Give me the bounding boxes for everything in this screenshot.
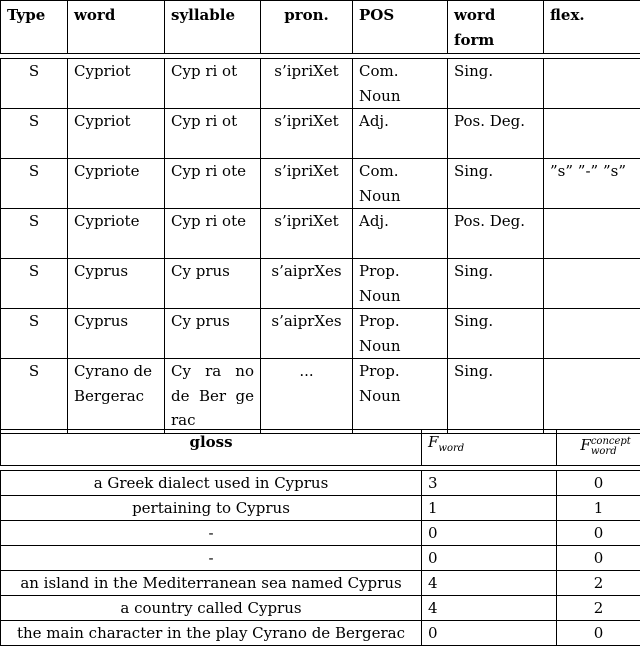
lexicon-cell-form: Sing. [448, 259, 544, 309]
lexicon-row [1, 209, 640, 259]
header-f-word: $F_{word}$ [422, 430, 557, 466]
header-syllable: syllable [165, 1, 261, 54]
gloss-cell-f-concept: 1 [557, 495, 640, 520]
lexicon-header-row [1, 1, 640, 54]
lexicon-cell-form: Pos. Deg. [448, 209, 544, 259]
lexicon-cell-type: S [1, 159, 68, 209]
lexicon-cell-pos: Prop. Noun [353, 359, 448, 434]
lexicon-cell-type: S [1, 209, 68, 259]
gloss-cell-gloss: the main character in the play Cyrano de Bergerac [1, 620, 422, 645]
lexicon-row [1, 309, 640, 359]
gloss-cell-gloss: - [1, 520, 422, 545]
lexicon-cell-flex: ”s” ”-” ”s” [544, 159, 640, 209]
lexicon-cell-word: Cypriote [68, 159, 165, 209]
gloss-cell-f-word: 0 [422, 520, 557, 545]
gloss-cell-f-word: 1 [422, 495, 557, 520]
lexicon-cell-type: S [1, 109, 68, 159]
gloss-cell-f-word: 4 [422, 570, 557, 595]
gloss-header-row [1, 430, 640, 466]
gloss-cell-gloss: a country called Cyprus [1, 595, 422, 620]
lexicon-cell-word: Cypriote [68, 209, 165, 259]
lexicon-cell-pos: Prop. Noun [353, 309, 448, 359]
lexicon-row [1, 59, 640, 109]
gloss-cell-f-word: 0 [422, 620, 557, 645]
lexicon-cell-pos: Adj. [353, 109, 448, 159]
gloss-cell-gloss: an island in the Mediterranean sea named Cyprus [1, 570, 422, 595]
header-gloss: gloss [1, 430, 422, 466]
gloss-row [1, 495, 640, 520]
header-f-concept: $F^{concept}_{word}$ [557, 430, 640, 466]
header-word-form: word form [448, 1, 544, 54]
lexicon-cell-form: Sing. [448, 359, 544, 434]
lexicon-cell-type: S [1, 59, 68, 109]
lexicon-cell-form: Sing. [448, 59, 544, 109]
lexicon-cell-flex [544, 59, 640, 109]
header-type: Type [1, 1, 68, 54]
lexicon-cell-pos: Com. Noun [353, 59, 448, 109]
lexicon-cell-syllable: Cy prus [165, 309, 261, 359]
lexicon-cell-pron: s’ipriXet [261, 209, 353, 259]
lexicon-cell-pos: Prop. Noun [353, 259, 448, 309]
lexicon-cell-pos: Adj. [353, 209, 448, 259]
lexicon-cell-flex [544, 359, 640, 434]
lexicon-row [1, 359, 640, 434]
gloss-cell-f-word: 0 [422, 545, 557, 570]
lexicon-cell-word: Cypriot [68, 109, 165, 159]
lexicon-cell-type: S [1, 359, 68, 434]
gloss-cell-f-concept: 2 [557, 595, 640, 620]
lexicon-cell-syllable: Cyp ri ot [165, 109, 261, 159]
header-pron: pron. [261, 1, 353, 54]
lexicon-cell-syllable: Cyp ri ote [165, 159, 261, 209]
gloss-cell-f-concept: 0 [557, 545, 640, 570]
lexicon-cell-flex [544, 209, 640, 259]
gloss-cell-f-word: 3 [422, 470, 557, 495]
gloss-table [0, 429, 640, 646]
lexicon-cell-form: Pos. Deg. [448, 109, 544, 159]
lexicon-cell-word: Cypriot [68, 59, 165, 109]
lexicon-cell-pron: s’aiprXes [261, 309, 353, 359]
gloss-row [1, 545, 640, 570]
lexicon-cell-form: Sing. [448, 159, 544, 209]
lexicon-cell-type: S [1, 309, 68, 359]
lexicon-cell-syllable: Cyp ri ot [165, 59, 261, 109]
lexicon-cell-pron: s’ipriXet [261, 159, 353, 209]
lexicon-cell-syllable: Cyp ri ote [165, 209, 261, 259]
lexicon-cell-flex [544, 109, 640, 159]
gloss-row [1, 570, 640, 595]
gloss-cell-f-concept: 2 [557, 570, 640, 595]
gloss-row [1, 520, 640, 545]
gloss-row [1, 620, 640, 645]
gloss-cell-gloss: - [1, 545, 422, 570]
lexicon-cell-pron: s’ipriXet [261, 109, 353, 159]
lexicon-cell-pos: Com. Noun [353, 159, 448, 209]
lexicon-cell-form: Sing. [448, 309, 544, 359]
gloss-cell-f-concept: 0 [557, 520, 640, 545]
lexicon-cell-syllable: Cy ra no de Ber ge rac [165, 359, 261, 434]
gloss-cell-gloss: a Greek dialect used in Cyprus [1, 470, 422, 495]
gloss-cell-f-concept: 0 [557, 470, 640, 495]
lexicon-row [1, 109, 640, 159]
gloss-row [1, 595, 640, 620]
lexicon-cell-word: Cyprus [68, 309, 165, 359]
lexicon-cell-pron: s’aiprXes [261, 259, 353, 309]
lexicon-row [1, 259, 640, 309]
lexicon-row [1, 159, 640, 209]
header-pos: POS [353, 1, 448, 54]
gloss-cell-f-concept: 0 [557, 620, 640, 645]
lexicon-cell-syllable: Cy prus [165, 259, 261, 309]
gloss-cell-f-word: 4 [422, 595, 557, 620]
gloss-row [1, 470, 640, 495]
header-flex: flex. [544, 1, 640, 54]
lexicon-cell-pron: ... [261, 359, 353, 434]
header-word: word [68, 1, 165, 54]
gloss-cell-gloss: pertaining to Cyprus [1, 495, 422, 520]
lexicon-cell-word: Cyprus [68, 259, 165, 309]
lexicon-cell-pron: s’ipriXet [261, 59, 353, 109]
lexicon-cell-word: Cyrano de Bergerac [68, 359, 165, 434]
lexicon-cell-flex [544, 259, 640, 309]
lexicon-cell-flex [544, 309, 640, 359]
lexicon-cell-type: S [1, 259, 68, 309]
